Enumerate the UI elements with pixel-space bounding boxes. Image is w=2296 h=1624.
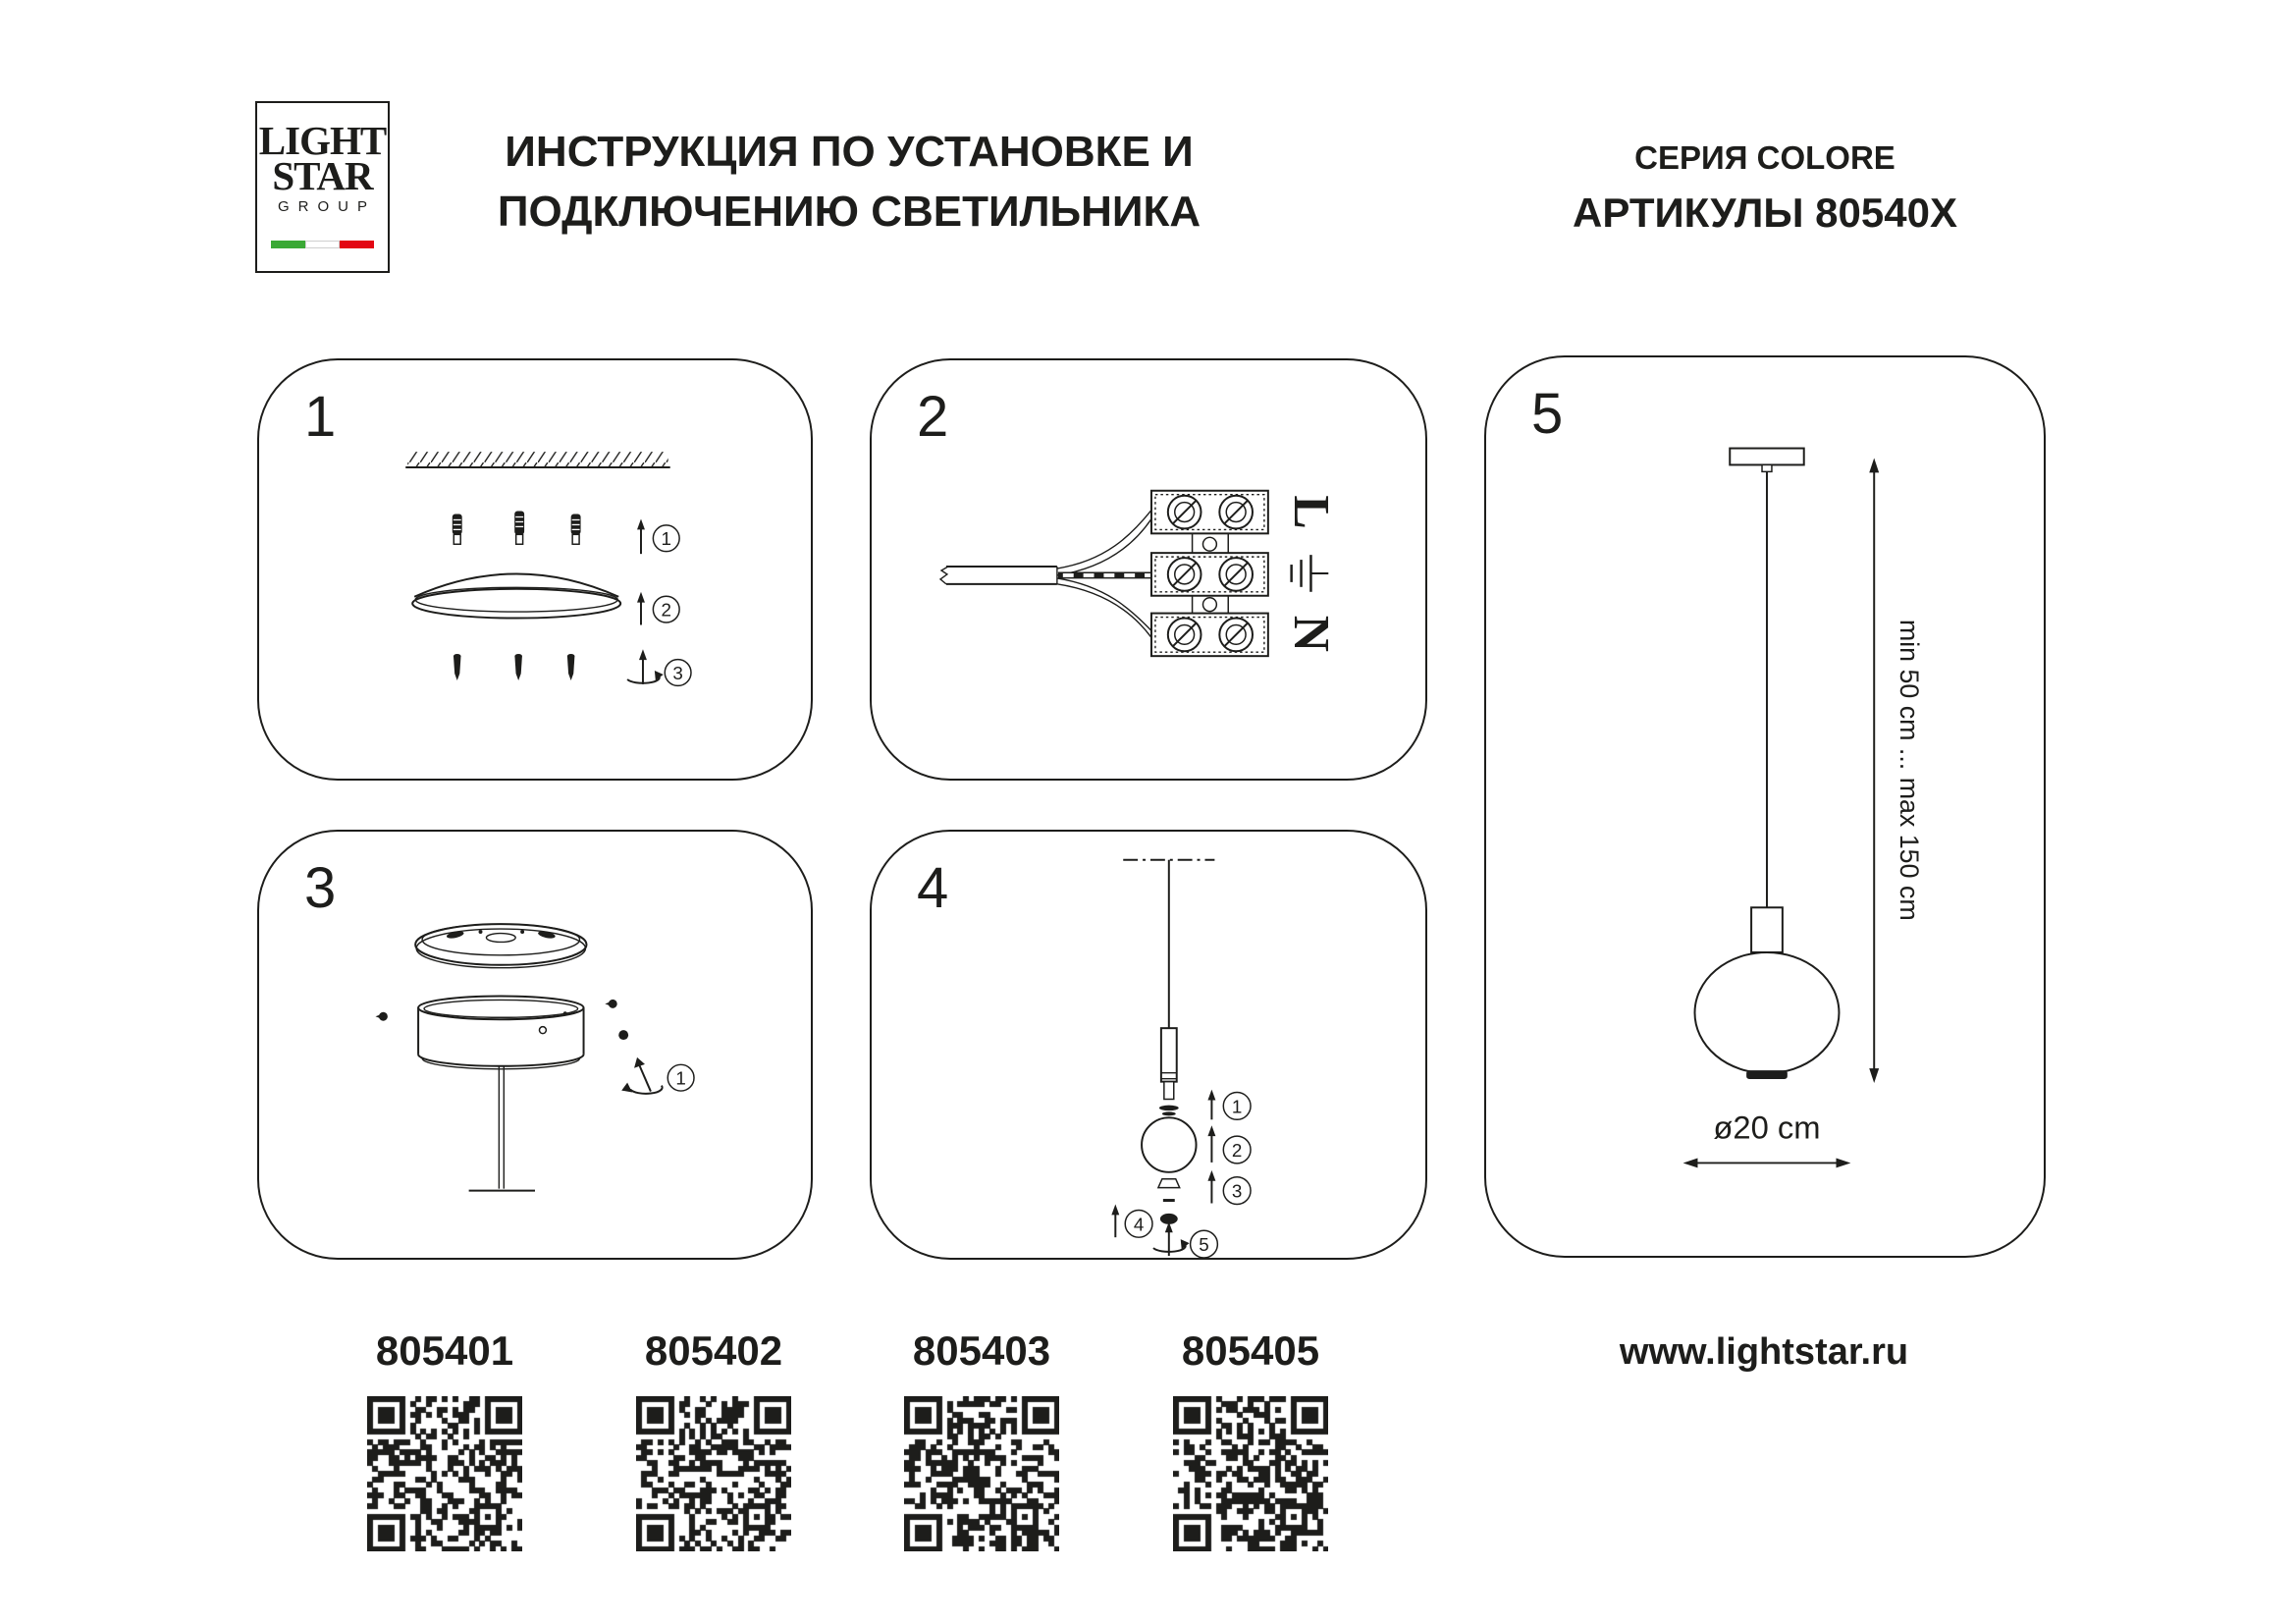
qr-code [636,1396,791,1551]
article-column [1173,1327,1328,1551]
step-5-number: 5 [1531,382,1564,446]
website-link: www.lightstar.ru [1619,1331,1909,1373]
article-number: 805401 [375,1327,514,1374]
step-1-number: 1 [304,385,337,449]
terminal-bar-ground [1151,553,1268,596]
logo-word-star: STAR [272,153,373,198]
shade-holder-cap [1158,1179,1180,1188]
dowel-icons [453,512,581,545]
screw-icons [454,654,574,680]
step-2-diagram [872,360,1425,779]
lightstar-logo [255,101,390,273]
live-label: L [1282,495,1339,529]
step-arrow-up-icon [637,518,645,554]
article-number: 805405 [1181,1327,1320,1374]
bottom-cap [1746,1070,1788,1079]
diameter-dimension [1683,1110,1851,1168]
ceiling-hatch [405,452,669,467]
svg-text:2: 2 [1231,1139,1243,1161]
step-marker-1 [653,525,679,552]
terminal-bar-neutral [1151,614,1268,657]
screw-rotate-icon [1153,1221,1190,1256]
canopy [415,924,586,968]
diameter-label: ø20 cm [1713,1109,1821,1146]
power-cable [940,511,1151,638]
step-5-diagram [1486,357,2044,1256]
screw-rotate-icon [627,649,664,684]
step-4-number: 4 [917,856,949,920]
step-4-diagram [872,832,1425,1258]
svg-text:1: 1 [1231,1096,1243,1117]
assembly-arrows [1207,1090,1215,1204]
svg-text:1: 1 [675,1067,686,1089]
step-marker-2 [1223,1136,1251,1164]
svg-text:2: 2 [661,599,671,621]
article-column [636,1327,791,1551]
ceiling-plate [1730,449,1803,472]
qr-code [367,1396,522,1551]
suspension-tube [1161,1028,1177,1099]
step-arrow-up-icon [1111,1205,1119,1238]
step-1-panel [257,358,813,781]
terminal-bar-live [1151,491,1268,534]
article-column [367,1327,522,1551]
article-column [904,1327,1059,1551]
series-block [1484,139,2046,237]
step-2-number: 2 [917,385,949,449]
step-5-panel [1484,355,2046,1258]
series-name: СЕРИЯ COLORE [1634,139,1896,176]
screw-rotate-icon [621,1057,662,1094]
step-4-panel [870,830,1427,1260]
step-marker-3 [1223,1177,1251,1205]
page-title [442,122,1256,242]
glass-sphere [1142,1117,1196,1171]
svg-text:1: 1 [661,528,671,550]
fitting-ring [1159,1106,1179,1116]
step-marker-4 [1125,1210,1152,1237]
ground-icon [1292,555,1329,592]
logo-word-group: GROUP [277,198,376,215]
svg-text:3: 3 [1231,1180,1243,1202]
step-marker-1 [1223,1093,1251,1120]
svg-text:3: 3 [672,662,683,683]
svg-text:4: 4 [1133,1214,1145,1235]
italian-flag-icon [271,241,375,248]
neutral-label: N [1282,615,1339,652]
step-3-panel [257,830,813,1260]
logo-word-light: LIGHT [258,118,387,163]
step-arrow-up-icon [637,592,645,625]
step-marker-2 [653,596,679,623]
title-line-1: ИНСТРУКЦИЯ ПО УСТАНОВКЕ И [505,128,1194,176]
svg-text:5: 5 [1199,1234,1209,1256]
glass-shade [1695,952,1840,1073]
height-dimension [1869,459,1924,1084]
hanging-rod [469,1066,535,1191]
step-2-panel [870,358,1427,781]
step-marker-3 [665,660,691,686]
step-3-diagram [259,832,811,1258]
height-range-label: min 50 cm ... max 150 cm [1895,619,1925,921]
qr-code [904,1396,1059,1551]
mounting-plate [412,573,620,618]
step-marker-1 [667,1064,694,1091]
title-line-2: ПОДКЛЮЧЕНИЮ СВЕТИЛЬНИКА [497,188,1201,236]
article-number: 805403 [912,1327,1051,1374]
step-1-diagram [259,360,811,779]
step-3-number: 3 [304,856,337,920]
articles-code: АРТИКУЛЫ 80540X [1573,189,1957,236]
socket-cylinder [1751,907,1783,952]
lamp-body [418,996,583,1068]
article-number: 805402 [644,1327,783,1374]
step-marker-5 [1191,1230,1218,1258]
terminal-block [1151,491,1268,656]
qr-code [1173,1396,1328,1551]
